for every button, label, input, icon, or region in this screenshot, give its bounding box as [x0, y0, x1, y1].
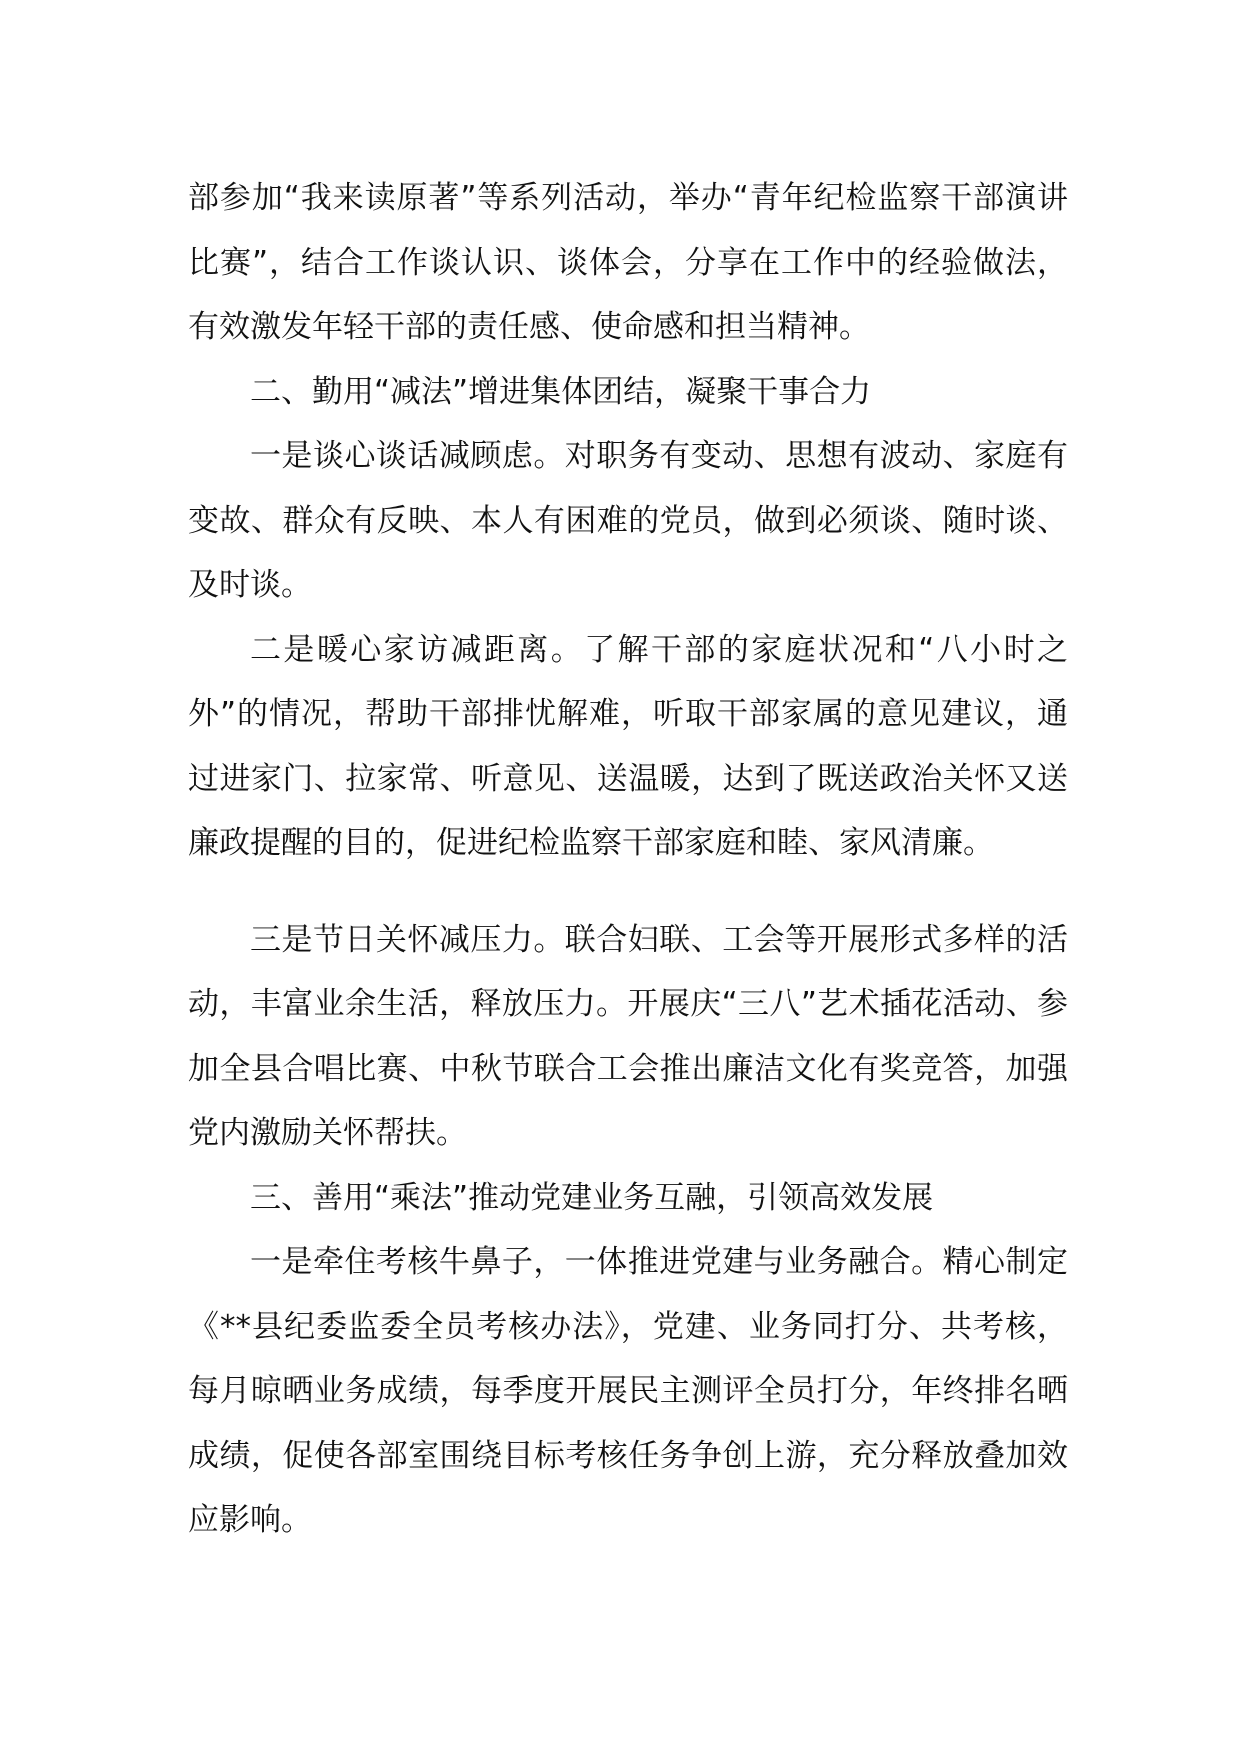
section-heading-2: 二、勤用“减法”增进集体团结，凝聚干事合力 [250, 373, 872, 410]
paragraph-heart-talk: 一是谈心谈话减顾虑。对职务有变动、思想有波动、家庭有变故、群众有反映、本人有困难的党员，做到必须谈、随时谈、及时谈。 [188, 438, 1068, 603]
paragraph-continuation: 部参加“我来读原著”等系列活动，举办“青年纪检监察干部演讲比赛”，结合工作谈认识、谈体会，分享在工作中的经验做法，有效激发年轻干部的责任感、使命感和担当精神。 [188, 180, 1068, 345]
paragraph-assessment: 一是牵住考核牛鼻子，一体推进党建与业务融合。精心制定《**县纪委监委全员考核办法》，党建、业务同打分、共考核，每月晾晒业务成绩，每季度开展民主测评全员打分，年终排名晒成绩，促使各部室围绕目标考核任务争创上游，充分释放叠加效应影响。 [188, 1244, 1068, 1538]
paragraph-holiday-care: 三是节日关怀减压力。联合妇联、工会等开展形式多样的活动，丰富业余生活，释放压力。开展庆“三八”艺术插花活动、参加全县合唱比赛、中秋节联合工会推出廉洁文化有奖竞答，加强党内激励关怀帮扶。 [188, 921, 1068, 1151]
section-heading-3: 三、善用“乘法”推动党建业务互融，引领高效发展 [250, 1179, 934, 1216]
paragraph-home-visit: 二是暖心家访减距离。了解干部的家庭状况和“八小时之外”的情况，帮助干部排忧解难，听取干部家属的意见建议，通过进家门、拉家常、听意见、送温暖，达到了既送政治关怀又送廉政提醒的目的，促进纪检监察干部家庭和睦、家风清廉。 [188, 631, 1068, 861]
document-body [188, 166, 1068, 1553]
